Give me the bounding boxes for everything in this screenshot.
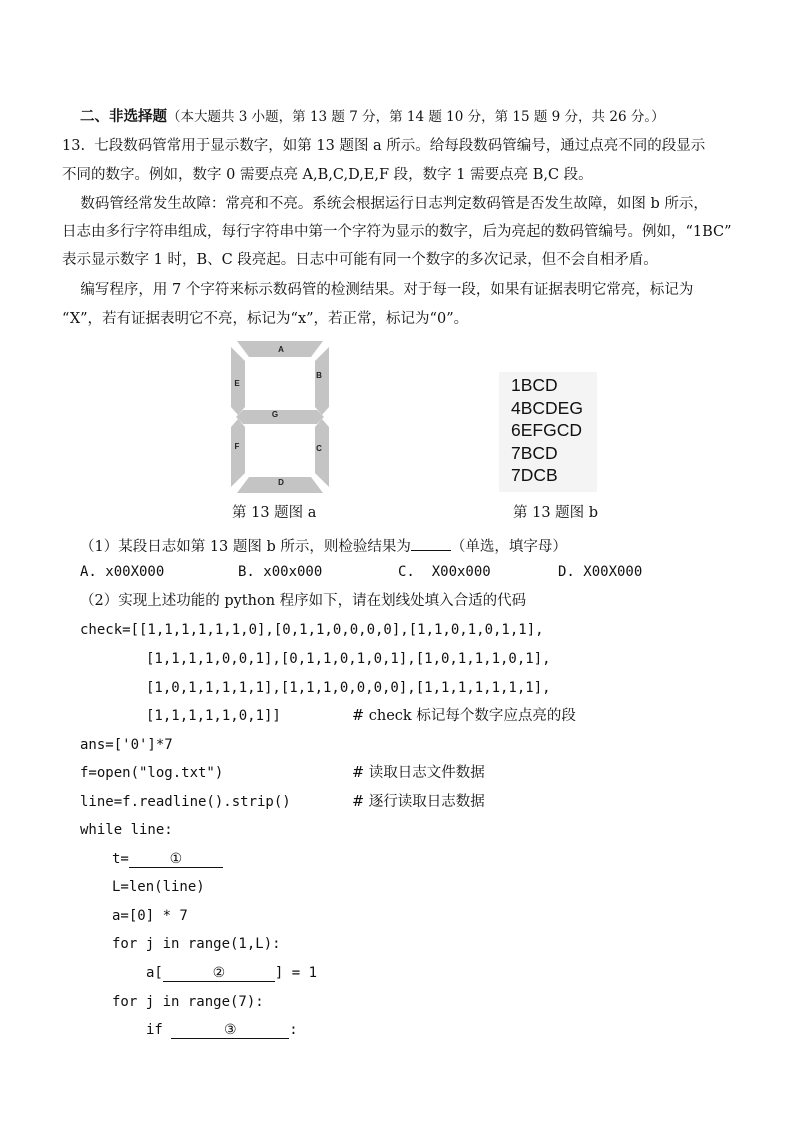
- code-comment: # 逐行读取日志数据: [352, 794, 485, 810]
- blank-1-marker: ①: [169, 851, 183, 867]
- section-subtitle: （本大题共 3 小题，第 13 题 7 分，第 14 题 10 分，第 15 题 9 分，共 26 分。）: [167, 109, 665, 125]
- code-line: check=[[1,1,1,1,1,1,0],[0,1,1,0,0,0,0],[1,1,0,1,0,1,1],: [80, 622, 544, 638]
- code-comment: # check 标记每个数字应点亮的段: [352, 708, 576, 724]
- question-p1-line2: 不同的数字。例如，数字 0 需要点亮 A,B,C,D,E,F 段，数字 1 需要点亮 B,C 段。: [62, 167, 593, 183]
- blank-2[interactable]: [163, 964, 275, 982]
- segment-label-f: F: [234, 442, 240, 451]
- segment-label-b: B: [316, 371, 322, 380]
- blank-2-marker: ②: [212, 965, 226, 981]
- code-line: [1,0,1,1,1,1,1],[1,1,1,0,0,0,0],[1,1,1,1,1,1,1],: [146, 680, 551, 696]
- code-line: while line:: [80, 822, 173, 838]
- figure-b-caption: 第 13 题图 b: [513, 505, 599, 521]
- code-line: f=open("log.txt"): [80, 765, 224, 781]
- code-line: :: [289, 1022, 298, 1038]
- log-line: 4BCDEG: [511, 398, 583, 418]
- segment-c: [315, 419, 329, 487]
- part1-answer-blank[interactable]: [411, 533, 451, 551]
- code-line: L=len(line): [112, 879, 205, 895]
- segment-e: [231, 419, 245, 487]
- code-line-blank2: [146, 963, 317, 983]
- log-sample-box: [499, 372, 597, 492]
- question-p2-line2: 日志由多行字符串组成，每行字符串中第一个字符为显示的数字，后为亮起的数码管编号。例如，“1BC”: [62, 224, 732, 240]
- option-b: B. x00x000: [238, 564, 323, 580]
- code-line: a[: [146, 965, 163, 981]
- question-p2-line3: 表示显示数字 1 时，B、C 段亮起。日志中可能有同一个数字的多次记录，但不会自相矛盾。: [62, 252, 658, 268]
- code-comment: # 读取日志文件数据: [352, 765, 485, 781]
- code-line: [1,1,1,1,1,0,1]]: [146, 708, 281, 724]
- option-a: A. x00X000: [80, 564, 165, 580]
- question-p3-line2: “X”，若有证据表明它不亮，标记为“x”，若正常，标记为“0”。: [62, 311, 469, 327]
- log-line: 7BCD: [511, 443, 558, 463]
- segment-label-a: A: [278, 345, 284, 354]
- log-line: 6EFGCD: [511, 420, 582, 440]
- part1-prompt-text: （1）某段日志如第 13 题图 b 所示，则检验结果为: [80, 539, 411, 555]
- figure-a-caption: 第 13 题图 a: [232, 505, 317, 521]
- code-line-blank1: [112, 849, 223, 869]
- option-c: C. X00x000: [398, 564, 491, 580]
- question-p2-line1: 数码管经常发生故障：常亮和不亮。系统会根据运行日志判定数码管是否发生故障，如图 b 所示，: [62, 196, 708, 212]
- blank-3-marker: ③: [224, 1022, 237, 1038]
- segment-label-e: E: [234, 379, 240, 388]
- part2-prompt: （2）实现上述功能的 python 程序如下，请在划线处填入合适的代码: [80, 593, 527, 609]
- blank-1[interactable]: [129, 850, 223, 868]
- code-line: ] = 1: [274, 965, 318, 981]
- log-line: 1BCD: [511, 375, 558, 395]
- code-line: line=f.readline().strip(): [80, 794, 291, 810]
- code-line: for j in range(1,L):: [112, 936, 281, 952]
- segment-g: [236, 410, 324, 424]
- code-line: for j in range(7):: [112, 994, 264, 1010]
- code-line: [1,1,1,1,0,0,1],[0,1,1,0,1,0,1],[1,0,1,1,1,0,1],: [146, 651, 551, 667]
- section-title: 二、非选择题: [80, 109, 167, 125]
- part1-prompt-tail: （单选，填字母）: [450, 539, 567, 555]
- log-line: 7DCB: [511, 465, 558, 485]
- option-d: D. X00X000: [558, 564, 643, 580]
- code-line: ans=['0']*7: [80, 737, 173, 753]
- segment-b: [315, 347, 329, 415]
- segment-label-g: G: [271, 410, 279, 419]
- segment-label-d: D: [278, 478, 284, 487]
- seven-segment-figure: [229, 337, 331, 495]
- code-line: a=[0] * 7: [112, 908, 188, 924]
- question-p1-line1: 13. 七段数码管常用于显示数字，如第 13 题图 a 所示。给每段数码管编号，通过点亮不同的段显示: [62, 138, 706, 154]
- section-heading: [80, 107, 665, 127]
- blank-3[interactable]: [171, 1021, 289, 1039]
- segment-label-c: C: [316, 444, 322, 453]
- code-line: t=: [112, 851, 129, 867]
- question-p3-line1: 编写程序，用 7 个字符来标示数码管的检测结果。对于每一段，如果有证据表明它常亮，标记为: [62, 282, 694, 298]
- code-line-blank3: [146, 1020, 298, 1040]
- part1-prompt: [80, 533, 567, 557]
- code-line: if: [146, 1022, 172, 1038]
